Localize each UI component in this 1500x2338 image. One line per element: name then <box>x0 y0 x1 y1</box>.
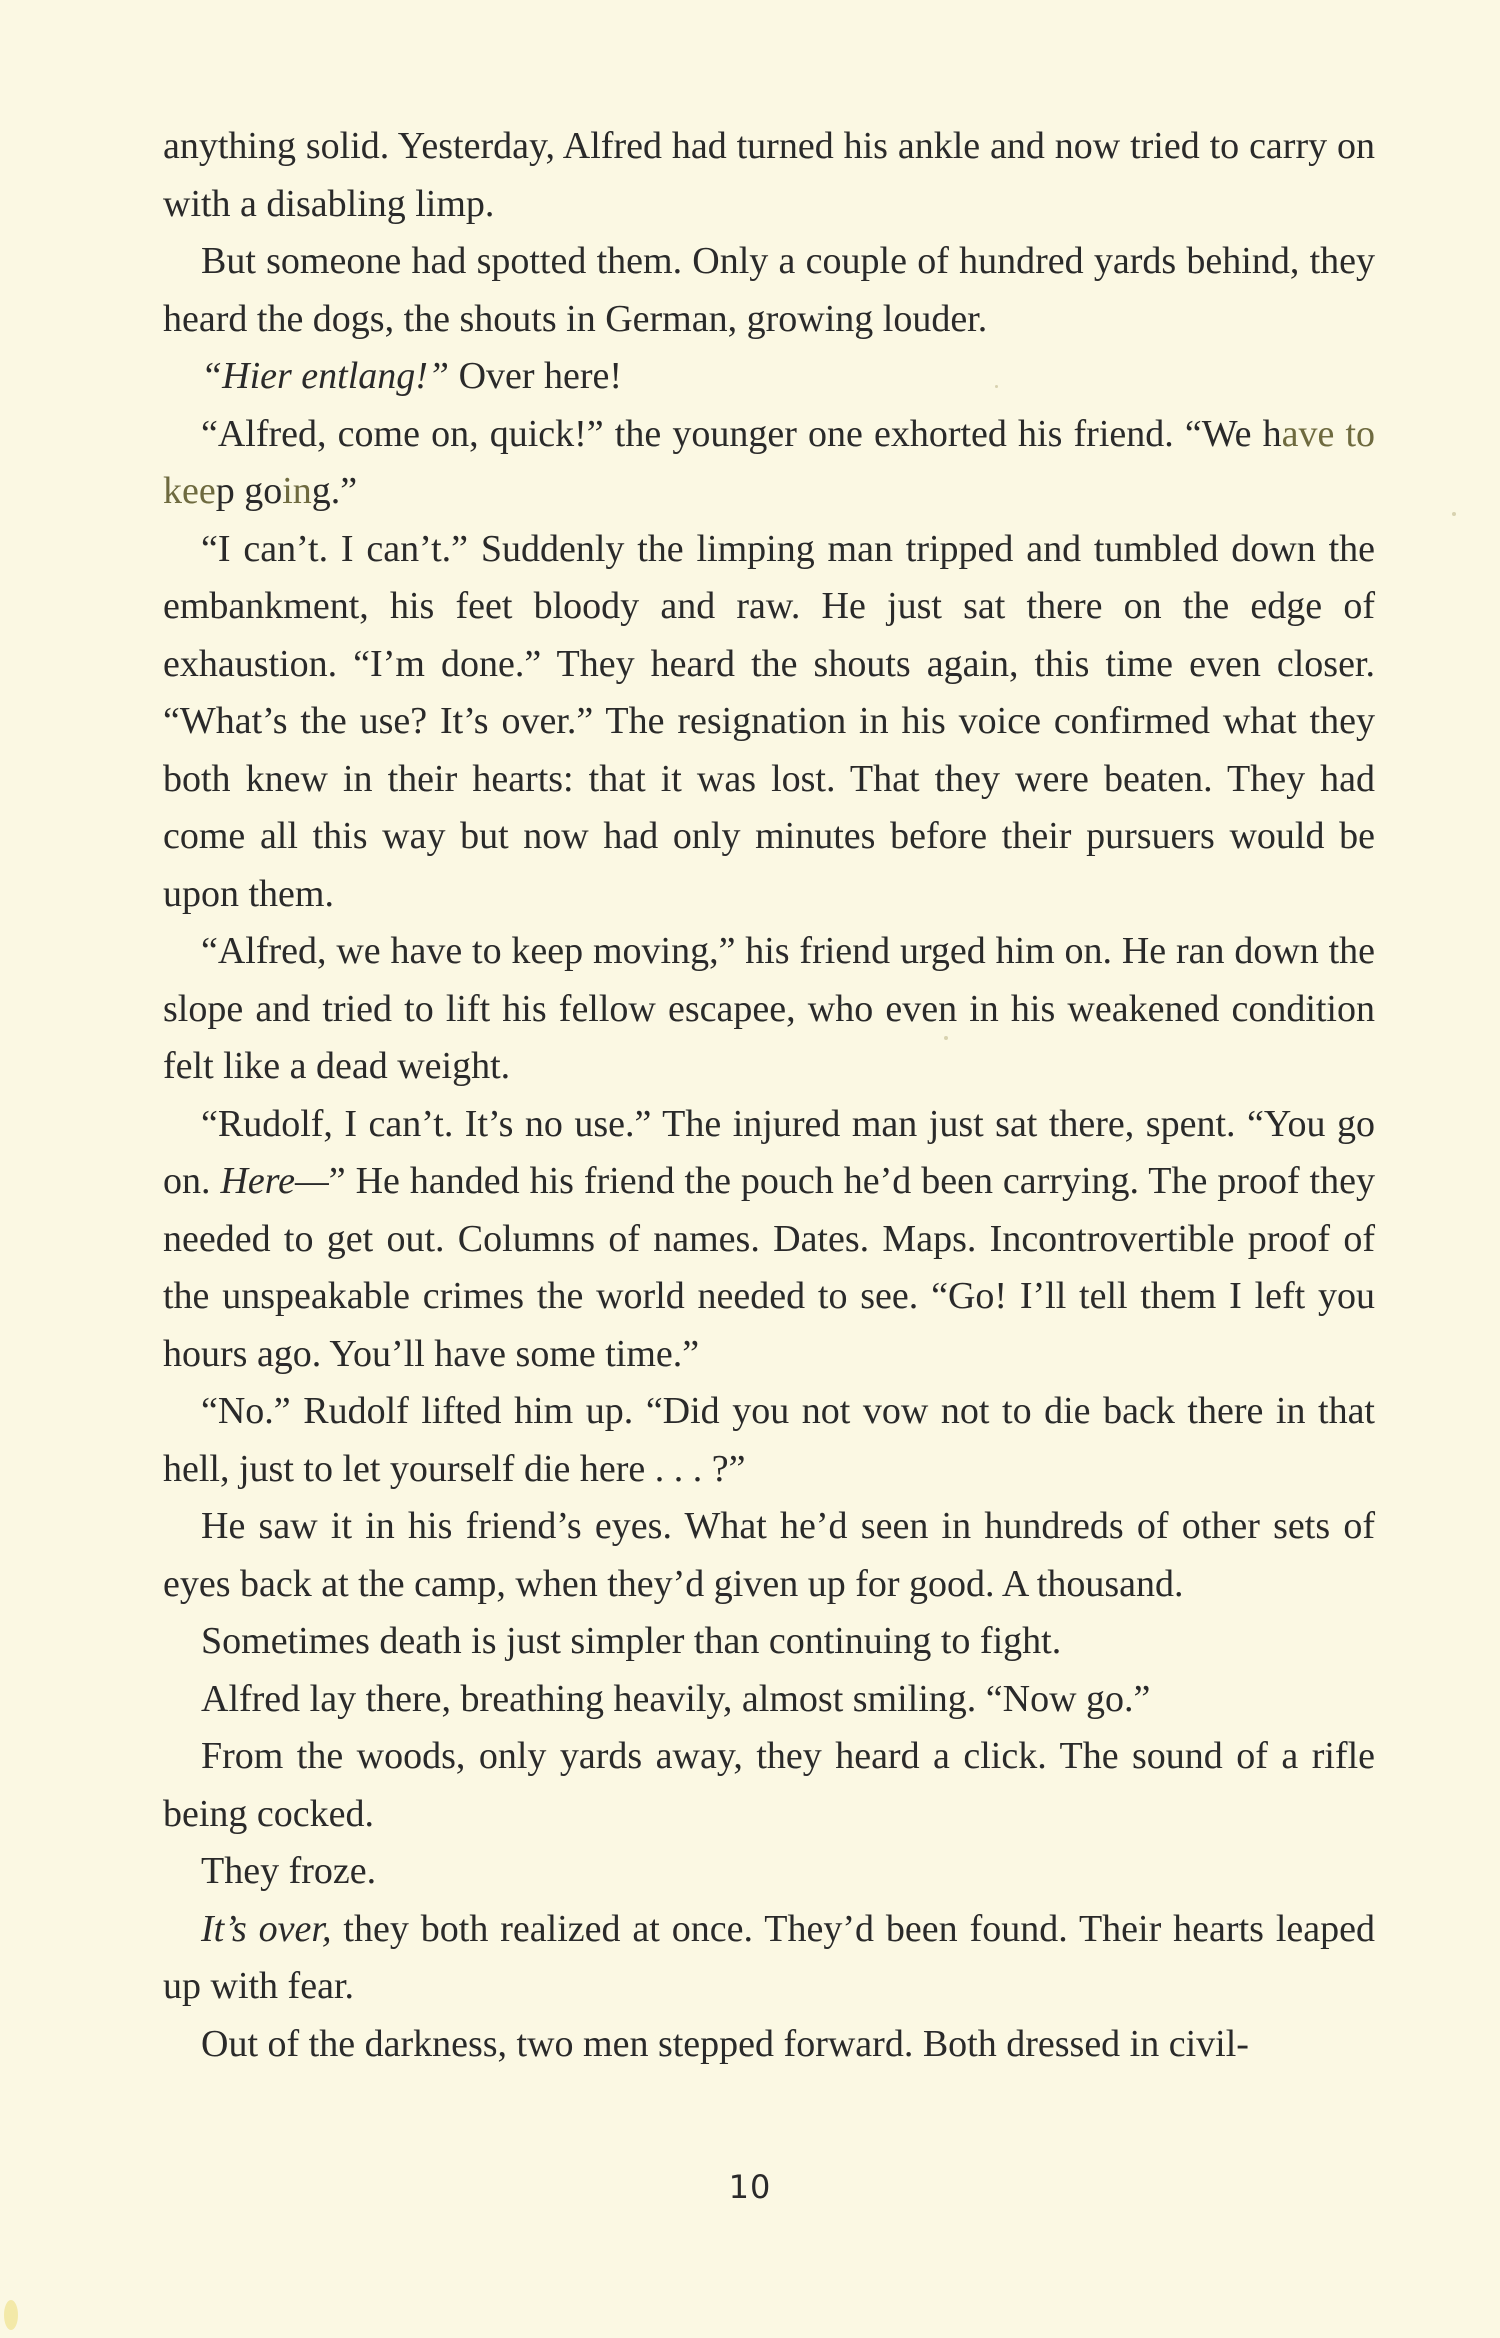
scan-speck <box>944 1036 948 1040</box>
italic-text: “Hier entlang!” <box>201 355 450 397</box>
text-run: p go <box>215 470 283 512</box>
paragraph <box>163 1096 1375 1384</box>
text-run: They froze. <box>201 1850 377 1892</box>
text-run: But someone had spotted them. Only a couple of hundred yards behind, they heard the dogs, the shouts in German, growing louder. <box>163 240 1375 340</box>
paragraph <box>163 521 1375 924</box>
paragraph <box>163 1671 1375 1729</box>
text-run: Sometimes death is just simpler than continuing to fight. <box>201 1620 1062 1662</box>
paragraph <box>163 2016 1375 2074</box>
paragraph <box>163 118 1375 233</box>
text-run: anything solid. Yesterday, Alfred had turned his ankle and now tried to carry on with a disabling limp. <box>163 125 1375 225</box>
text-run: Out of the darkness, two men stepped forward. Both dressed in civil- <box>201 2022 1249 2065</box>
text-run: “I can’t. I can’t.” Suddenly the limping man tripped and tumbled down the embankment, his feet bloody and raw. He just sat there on the edge of exhaustion. “I’m done.” They heard the shouts again, this time even closer. “What’s the use? It’s over.” The resignation in his voice confirmed what they both knew in their hearts: that it was lost. That they were beaten. They had come all this way but now had only minutes before their pursuers would be upon them. <box>163 527 1375 915</box>
text-run: they both realized at once. They’d been found. Their hearts leaped up with fear. <box>163 1907 1375 2007</box>
text-run: “Alfred, we have to keep moving,” his friend urged him on. He ran down the slope and tried to lift his fellow escapee, who even in his weakened condition felt like a dead weight. <box>163 930 1375 1087</box>
italic-text: It’s over, <box>201 1907 332 1950</box>
scan-speck <box>4 2300 18 2330</box>
paragraph <box>163 1901 1375 2016</box>
paragraph <box>163 923 1375 1096</box>
text-run: Over here! <box>449 355 623 397</box>
italic-text: Here— <box>220 1160 329 1202</box>
text-run: “Alfred, come on, quick!” the younger one exhorted his friend. “We h <box>201 412 1282 455</box>
paragraph <box>163 233 1375 348</box>
scan-speck <box>995 385 998 388</box>
scan-speck <box>1452 512 1456 516</box>
text-run: From the woods, only yards away, they heard a click. The sound of a rifle being cocked. <box>163 1735 1375 1835</box>
text-run: Alfred lay there, breathing heavily, almost smiling. “Now go.” <box>201 1677 1151 1720</box>
text-run: “Rudolf, I can’t. It’s no use.” The injured man just sat there, spent. “You go on. <box>163 1102 1375 1202</box>
text-run: ” He handed his friend the pouch he’d been carrying. The proof they needed to get out. Columns of names. Dates. Maps. Incontrovertible proof of the unspeakable crimes the world needed to see. “Go! I’ll tell them I left you hours ago. You’ll have some time.” <box>163 1160 1375 1375</box>
paragraph <box>163 406 1375 521</box>
paragraph <box>163 348 1375 406</box>
paragraph <box>163 1383 1375 1498</box>
paragraph <box>163 1613 1375 1671</box>
text-run: g.” <box>311 470 358 512</box>
page-number: 10 <box>728 2168 772 2206</box>
text-run: “No.” Rudolf lifted him up. “Did you not vow not to die back there in that hell, just to let yourself die here . . . ?” <box>163 1390 1375 1490</box>
paragraph <box>163 1498 1375 1613</box>
paragraph <box>163 1728 1375 1843</box>
text-run: He saw it in his friend’s eyes. What he’d seen in hundreds of other sets of eyes back at the camp, when they’d given up for good. A thousand. <box>163 1505 1375 1605</box>
faded-text: ave to kee <box>163 412 1375 512</box>
body-text <box>163 118 1375 2073</box>
faded-text: in <box>282 470 312 512</box>
paragraph <box>163 1843 1375 1901</box>
